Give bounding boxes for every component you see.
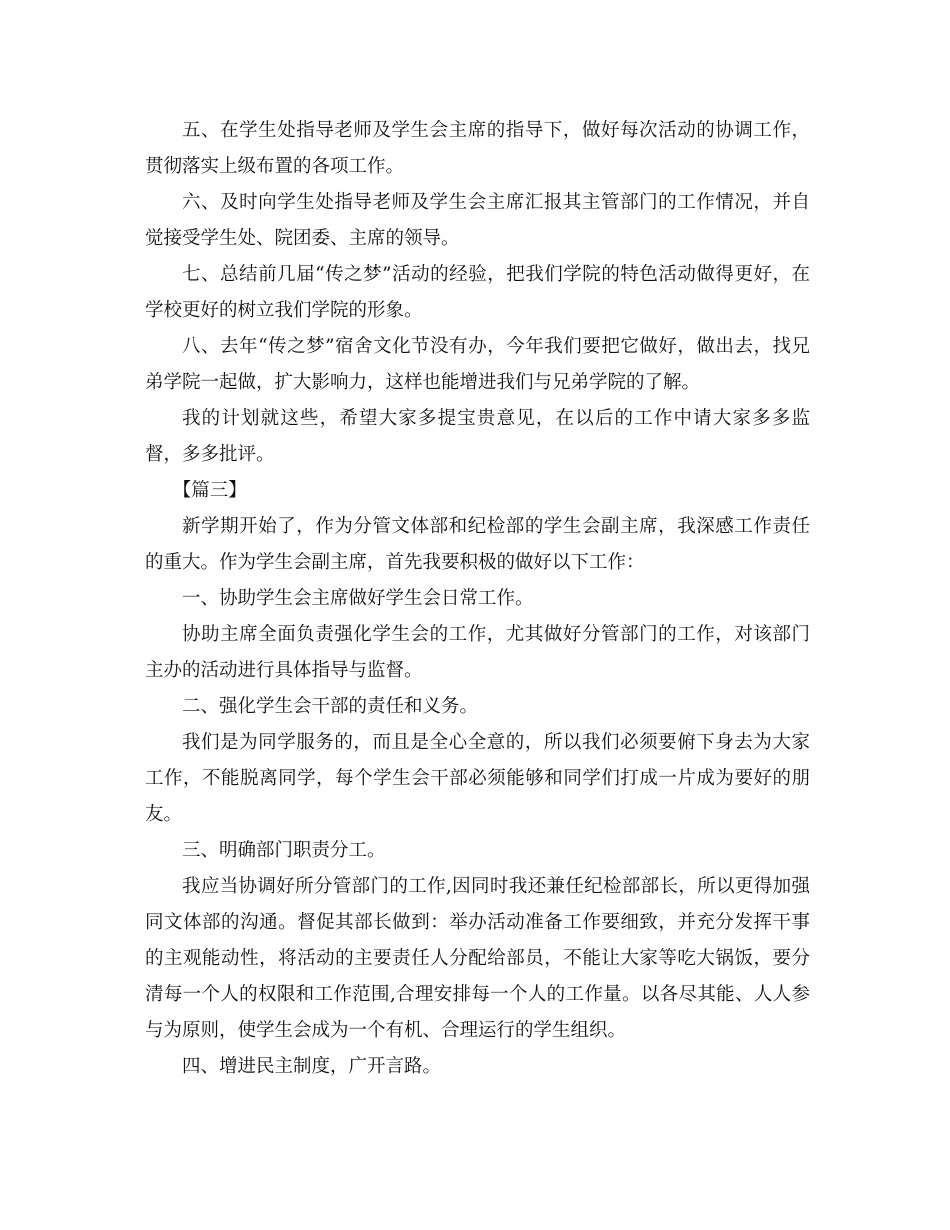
paragraph-item-8: 八、去年“传之梦”宿舍文化节没有办，今年我们要把它做好，做出去，找兄弟学院一起做，扩大影响力，这样也能增进我们与兄弟学院的了解。 <box>145 336 810 393</box>
point-body-3: 我应当协调好所分管部门的工作,因同时我还兼任纪检部部长，所以更得加强同文体部的沟通。督促其部长做到：举办活动准备工作要细致，并充分发挥干事的主观能动性，将活动的主要责任人分配给部员，不能让大家等吃大锅饭，要分清每一个人的权限和工作范围,合理安排每一个人的工作量。以各尽其能、人人参与为原则，使学生会成为一个有机、合理运行的学生组织。 <box>145 876 810 1041</box>
section-heading-part-three: 【篇三】 <box>172 480 247 501</box>
point-heading-2: 二、强化学生会干部的责任和义务。 <box>182 696 479 717</box>
document-body <box>145 113 810 1085</box>
paragraph-intro: 新学期开始了，作为分管文体部和纪检部的学生会副主席，我深感工作责任的重大。作为学生会副主席，首先我要积极的做好以下工作： <box>145 516 810 573</box>
point-heading-3: 三、明确部门职责分工。 <box>182 840 386 861</box>
point-body-1: 协助主席全面负责强化学生会的工作，尤其做好分管部门的工作，对该部门主办的活动进行具体指导与监督。 <box>145 624 810 681</box>
point-body-2: 我们是为同学服务的，而且是全心全意的，所以我们必须要俯下身去为大家工作，不能脱离同学，每个学生会干部必须能够和同学们打成一片成为要好的朋友。 <box>145 732 810 825</box>
point-heading-4: 四、增进民主制度，广开言路。 <box>182 1056 442 1077</box>
paragraph-closing: 我的计划就这些，希望大家多提宝贵意见，在以后的工作中请大家多多监督，多多批评。 <box>145 408 810 465</box>
point-heading-1: 一、协助学生会主席做好学生会日常工作。 <box>182 588 534 609</box>
paragraph-item-5: 五、在学生处指导老师及学生会主席的指导下，做好每次活动的协调工作，贯彻落实上级布置的各项工作。 <box>145 120 810 177</box>
paragraph-item-6: 六、及时向学生处指导老师及学生会主席汇报其主管部门的工作情况，并自觉接受学生处、院团委、主席的领导。 <box>145 192 810 249</box>
paragraph-item-7: 七、总结前几届“传之梦”活动的经验，把我们学院的特色活动做得更好，在学校更好的树立我们学院的形象。 <box>145 264 810 321</box>
